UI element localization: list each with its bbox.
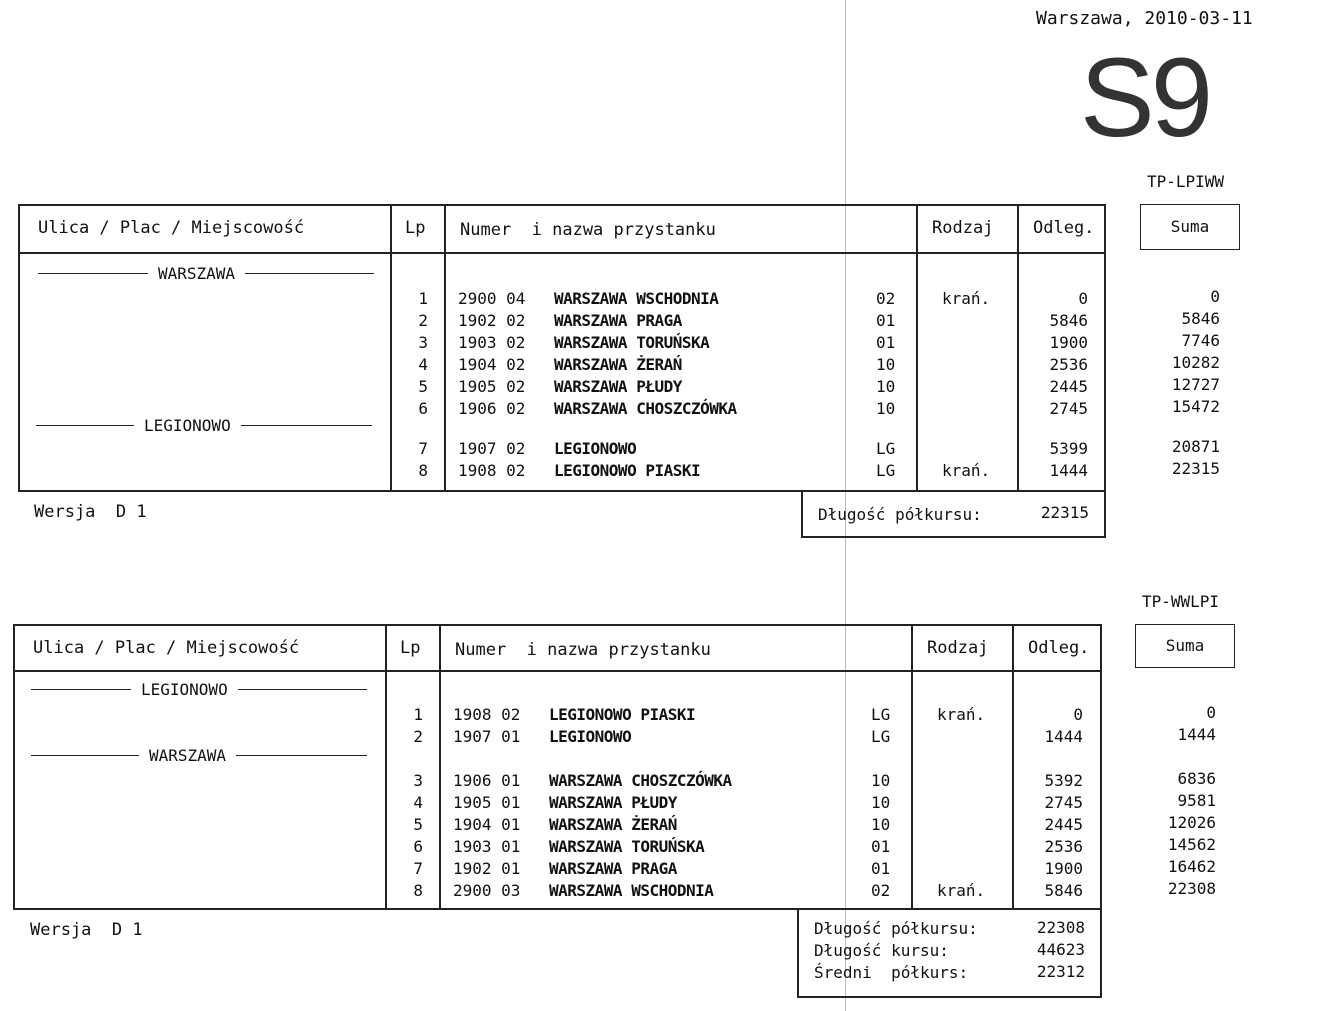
row-stop-name: WARSZAWA ŻERAŃ <box>549 815 677 834</box>
row-distance: 2536 <box>1044 837 1083 856</box>
row-zone: 02 <box>871 881 891 900</box>
row-lp: 7 <box>418 439 428 458</box>
row-stop-code: 1902 02 <box>458 311 526 330</box>
row-stop-name: WARSZAWA WSCHODNIA <box>554 289 719 308</box>
summary-label: Średni półkurs: <box>814 963 969 982</box>
row-distance: 5846 <box>1044 881 1083 900</box>
city-header: LEGIONOWO <box>36 416 372 435</box>
row-sum: 16462 <box>1167 857 1216 876</box>
column-header-type: Rodzaj <box>932 218 994 238</box>
summary-box <box>801 490 1106 538</box>
row-sum: 6836 <box>1177 769 1216 788</box>
row-lp: 6 <box>413 837 423 856</box>
row-stop-name: WARSZAWA TORUŃSKA <box>549 837 705 856</box>
row-sum: 5846 <box>1181 309 1220 328</box>
row-distance: 5399 <box>1049 439 1088 458</box>
row-lp: 1 <box>413 705 423 724</box>
row-stop-name: WARSZAWA TORUŃSKA <box>554 333 710 352</box>
column-header-distance: Odleg. <box>1028 638 1090 658</box>
summary-label: Długość półkursu: <box>818 505 982 524</box>
row-stop-name: WARSZAWA PŁUDY <box>554 377 682 396</box>
row-sum: 20871 <box>1171 437 1220 456</box>
row-stop-code: 1905 02 <box>458 377 526 396</box>
row-sum: 12026 <box>1167 813 1216 832</box>
row-distance: 0 <box>1073 705 1083 724</box>
row-zone: LG <box>876 439 896 458</box>
row-stop-code: 2900 03 <box>453 881 521 900</box>
row-zone: 01 <box>876 311 896 330</box>
route-code: TP-LPIWW <box>1147 172 1225 191</box>
row-zone: 10 <box>871 771 891 790</box>
summary-label: Długość kursu: <box>814 941 949 960</box>
row-stop-name: WARSZAWA CHOSZCZÓWKA <box>554 399 737 418</box>
row-lp: 6 <box>418 399 428 418</box>
row-stop-name: WARSZAWA ŻERAŃ <box>554 355 682 374</box>
row-zone: LG <box>876 461 896 480</box>
row-lp: 3 <box>413 771 423 790</box>
row-lp: 4 <box>413 793 423 812</box>
row-stop-code: 1903 02 <box>458 333 526 352</box>
summary-value: 44623 <box>1036 940 1085 959</box>
row-distance: 1444 <box>1044 727 1083 746</box>
row-type: krań. <box>937 881 986 900</box>
row-zone: LG <box>871 705 891 724</box>
row-stop-name: LEGIONOWO PIASKI <box>554 461 701 480</box>
column-header-lp: Lp <box>400 638 421 658</box>
summary-box <box>797 908 1102 998</box>
row-lp: 8 <box>413 881 423 900</box>
row-distance: 2745 <box>1044 793 1083 812</box>
row-zone: 10 <box>876 399 896 418</box>
row-zone: LG <box>871 727 891 746</box>
row-lp: 2 <box>418 311 428 330</box>
row-stop-code: 1904 01 <box>453 815 521 834</box>
row-stop-code: 1902 01 <box>453 859 521 878</box>
column-header-street: Ulica / Plac / Miejscowość <box>33 638 300 658</box>
row-zone: 10 <box>871 793 891 812</box>
row-lp: 4 <box>418 355 428 374</box>
row-stop-name: WARSZAWA CHOSZCZÓWKA <box>549 771 732 790</box>
row-distance: 0 <box>1078 289 1088 308</box>
row-zone: 01 <box>871 859 891 878</box>
row-distance: 1900 <box>1044 859 1083 878</box>
city-header: WARSZAWA <box>38 264 374 283</box>
row-distance: 5846 <box>1049 311 1088 330</box>
sum-column-header: Suma <box>1135 624 1235 668</box>
row-sum: 14562 <box>1167 835 1216 854</box>
column-header-type: Rodzaj <box>927 638 989 658</box>
row-sum: 0 <box>1210 287 1220 306</box>
row-zone: 01 <box>871 837 891 856</box>
row-zone: 10 <box>876 377 896 396</box>
row-distance: 1900 <box>1049 333 1088 352</box>
row-stop-name: WARSZAWA PŁUDY <box>549 793 677 812</box>
row-sum: 22308 <box>1167 879 1216 898</box>
version-label: Wersja D 1 <box>34 502 147 522</box>
row-distance: 2745 <box>1049 399 1088 418</box>
row-stop-code: 1904 02 <box>458 355 526 374</box>
row-stop-code: 1908 02 <box>453 705 521 724</box>
row-stop-code: 1906 01 <box>453 771 521 790</box>
line-number: S9 <box>1080 35 1209 160</box>
row-sum: 0 <box>1206 703 1216 722</box>
column-header-stop: Numer i nazwa przystanku <box>460 220 716 240</box>
row-stop-name: WARSZAWA WSCHODNIA <box>549 881 714 900</box>
summary-label: Długość półkursu: <box>814 919 978 938</box>
row-stop-code: 1908 02 <box>458 461 526 480</box>
row-sum: 1444 <box>1177 725 1216 744</box>
row-zone: 01 <box>876 333 896 352</box>
row-sum: 22315 <box>1171 459 1220 478</box>
timetable-1 <box>18 204 1106 492</box>
column-header-distance: Odleg. <box>1033 218 1095 238</box>
row-distance: 2536 <box>1049 355 1088 374</box>
row-distance: 2445 <box>1049 377 1088 396</box>
column-header-stop: Numer i nazwa przystanku <box>455 640 711 660</box>
row-sum: 10282 <box>1171 353 1220 372</box>
summary-value: 22312 <box>1036 962 1085 981</box>
row-sum: 12727 <box>1171 375 1220 394</box>
row-zone: 10 <box>871 815 891 834</box>
route-code: TP-WWLPI <box>1142 592 1220 611</box>
city-header: WARSZAWA <box>31 746 367 765</box>
city-header: LEGIONOWO <box>31 680 367 699</box>
row-lp: 1 <box>418 289 428 308</box>
sum-column-header: Suma <box>1140 204 1240 250</box>
row-stop-code: 1903 01 <box>453 837 521 856</box>
row-type: krań. <box>942 461 991 480</box>
row-type: krań. <box>942 289 991 308</box>
row-distance: 1444 <box>1049 461 1088 480</box>
row-stop-code: 1906 02 <box>458 399 526 418</box>
row-zone: 10 <box>876 355 896 374</box>
row-stop-name: WARSZAWA PRAGA <box>549 859 677 878</box>
row-lp: 7 <box>413 859 423 878</box>
summary-value: 22308 <box>1036 918 1085 937</box>
row-sum: 15472 <box>1171 397 1220 416</box>
row-distance: 2445 <box>1044 815 1083 834</box>
row-sum: 7746 <box>1181 331 1220 350</box>
version-label: Wersja D 1 <box>30 920 143 940</box>
row-stop-name: LEGIONOWO PIASKI <box>549 705 696 724</box>
row-lp: 5 <box>413 815 423 834</box>
row-lp: 5 <box>418 377 428 396</box>
row-stop-name: LEGIONOWO <box>549 727 632 746</box>
row-stop-name: WARSZAWA PRAGA <box>554 311 682 330</box>
column-header-street: Ulica / Plac / Miejscowość <box>38 218 305 238</box>
row-zone: 02 <box>876 289 896 308</box>
place-date: Warszawa, 2010-03-11 <box>1036 8 1253 29</box>
column-header-lp: Lp <box>405 218 426 238</box>
row-distance: 5392 <box>1044 771 1083 790</box>
summary-value: 22315 <box>1040 503 1089 522</box>
row-lp: 8 <box>418 461 428 480</box>
row-lp: 2 <box>413 727 423 746</box>
row-stop-code: 1907 01 <box>453 727 521 746</box>
row-stop-code: 2900 04 <box>458 289 526 308</box>
row-stop-name: LEGIONOWO <box>554 439 637 458</box>
row-type: krań. <box>937 705 986 724</box>
row-lp: 3 <box>418 333 428 352</box>
row-sum: 9581 <box>1177 791 1216 810</box>
timetable-2 <box>13 624 1102 910</box>
row-stop-code: 1907 02 <box>458 439 526 458</box>
row-stop-code: 1905 01 <box>453 793 521 812</box>
